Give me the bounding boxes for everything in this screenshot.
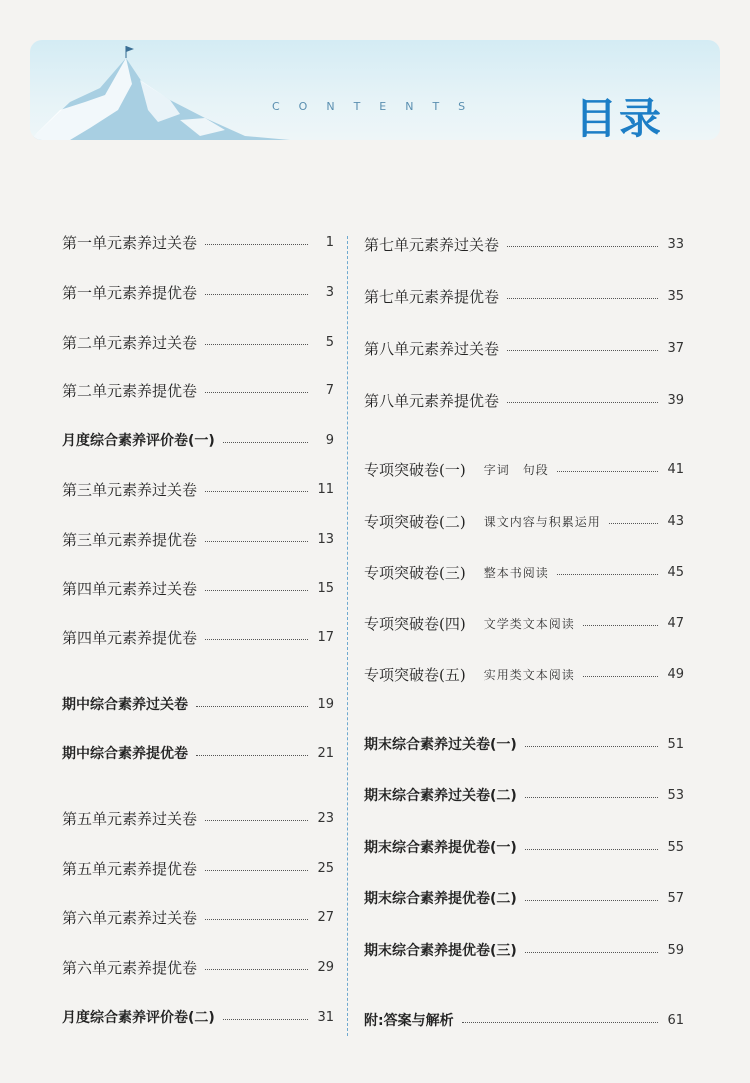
toc-entry-subtitle: 实用类文本阅读 xyxy=(483,667,575,682)
toc-entry-page-number: 15 xyxy=(317,580,334,596)
toc-entry xyxy=(62,378,334,402)
dot-leader xyxy=(507,349,658,351)
toc-entry-label: 第五单元素养过关卷 xyxy=(62,809,198,828)
toc-entry-page-number: 55 xyxy=(667,839,684,855)
mountain-illustration xyxy=(30,40,290,140)
toc-entry-page-number: 35 xyxy=(667,288,684,304)
dot-leader xyxy=(205,968,308,970)
toc-entry xyxy=(62,527,334,551)
toc-entry xyxy=(62,576,334,600)
toc-entry-page-number: 23 xyxy=(317,810,334,826)
toc-entry xyxy=(62,230,334,254)
toc-entry-label: 第二单元素养过关卷 xyxy=(62,333,198,352)
toc-entry-label: 第七单元素养提优卷 xyxy=(364,287,500,306)
toc-entry-page-number: 27 xyxy=(317,909,334,925)
toc-entry-label: 附:答案与解析 xyxy=(364,1013,454,1029)
toc-entry-page-number: 31 xyxy=(317,1009,334,1025)
toc-entry xyxy=(364,388,684,412)
toc-entry-page-number: 33 xyxy=(667,236,684,252)
dot-leader xyxy=(525,796,658,798)
toc-entry-subtitle: 课文内容与积累运用 xyxy=(483,514,601,529)
toc-entry-label: 第三单元素养提优卷 xyxy=(62,530,198,549)
toc-entry-label: 期末综合素养过关卷(二) xyxy=(364,788,517,804)
toc-entry-label: 期末综合素养提优卷(一) xyxy=(364,840,517,856)
toc-entry-page-number: 1 xyxy=(325,234,334,250)
toc-entry-page-number: 29 xyxy=(317,959,334,975)
toc-entry-page-number: 3 xyxy=(325,284,334,300)
toc-entry-page-number: 5 xyxy=(325,334,334,350)
toc-entry-label: 第七单元素养过关卷 xyxy=(364,235,500,254)
dot-leader xyxy=(557,573,658,575)
dot-leader xyxy=(205,243,308,245)
dot-leader xyxy=(609,522,658,524)
contents-word: CONTENTS xyxy=(272,100,485,113)
dot-leader xyxy=(205,638,308,640)
toc-entry xyxy=(62,1005,334,1029)
toc-entry-label: 第二单元素养提优卷 xyxy=(62,381,198,400)
toc-entry-page-number: 57 xyxy=(667,890,684,906)
toc-entry-page-number: 39 xyxy=(667,392,684,408)
toc-entry-label: 第八单元素养提优卷 xyxy=(364,391,500,410)
dot-leader xyxy=(205,589,308,591)
toc-entry-subtitle: 字词 句段 xyxy=(483,462,549,477)
dot-leader xyxy=(525,951,658,953)
column-divider xyxy=(347,236,348,1036)
toc-entry-page-number: 17 xyxy=(317,629,334,645)
dot-leader xyxy=(507,401,658,403)
dot-leader xyxy=(205,343,308,345)
toc-entry-label: 期末综合素养提优卷(二) xyxy=(364,891,517,907)
dot-leader xyxy=(525,848,658,850)
toc-entry xyxy=(364,886,684,910)
toc-entry-page-number: 41 xyxy=(667,461,684,477)
dot-leader xyxy=(205,293,308,295)
toc-entry-page-number: 49 xyxy=(667,666,684,682)
toc-entry-label: 第六单元素养过关卷 xyxy=(62,908,198,927)
toc-entry-subtitle: 文学类文本阅读 xyxy=(483,616,575,631)
toc-entry-page-number: 7 xyxy=(325,382,334,398)
toc-entry-label: 期末综合素养提优卷(三) xyxy=(364,943,517,959)
dot-leader xyxy=(205,869,308,871)
dot-leader xyxy=(557,470,658,472)
dot-leader xyxy=(196,754,308,756)
toc-entry-page-number: 59 xyxy=(667,942,684,958)
toc-entry-label: 期中综合素养提优卷 xyxy=(62,746,188,762)
toc-entry-label: 专项突破卷(二) xyxy=(364,512,466,531)
dot-leader xyxy=(205,918,308,920)
dot-leader xyxy=(525,899,658,901)
toc-entry-page-number: 21 xyxy=(317,745,334,761)
toc-entry xyxy=(62,330,334,354)
toc-entry-page-number: 13 xyxy=(317,531,334,547)
page-title: 目录 xyxy=(575,94,664,143)
toc-entry-label: 第六单元素养提优卷 xyxy=(62,958,198,977)
toc-entry-label: 期末综合素养过关卷(一) xyxy=(364,737,517,753)
toc-entry xyxy=(62,905,334,929)
toc-entry-label: 专项突破卷(三) xyxy=(364,563,466,582)
dot-leader xyxy=(507,297,658,299)
toc-entry xyxy=(62,806,334,830)
dot-leader xyxy=(205,490,308,492)
dot-leader xyxy=(223,1018,308,1020)
toc-entry-label: 月度综合素养评价卷(一) xyxy=(62,433,215,449)
toc-entry-label: 第一单元素养过关卷 xyxy=(62,233,198,252)
toc-entry-label: 月度综合素养评价卷(二) xyxy=(62,1010,215,1026)
toc-entry-page-number: 37 xyxy=(667,340,684,356)
toc-entry xyxy=(364,732,684,756)
toc-entry-label: 第四单元素养提优卷 xyxy=(62,628,198,647)
toc-entry xyxy=(364,509,684,533)
toc-entry-page-number: 11 xyxy=(317,481,334,497)
toc-entry xyxy=(62,856,334,880)
toc-entry-page-number: 25 xyxy=(317,860,334,876)
toc-entry xyxy=(364,611,684,635)
toc-entry xyxy=(364,662,684,686)
dot-leader xyxy=(223,441,308,443)
toc-entry-label: 第五单元素养提优卷 xyxy=(62,859,198,878)
toc-entry-page-number: 53 xyxy=(667,787,684,803)
toc-entry-page-number: 45 xyxy=(667,564,684,580)
toc-entry-page-number: 47 xyxy=(667,615,684,631)
toc-entry-label: 第四单元素养过关卷 xyxy=(62,579,198,598)
toc-entry xyxy=(364,938,684,962)
toc-entry xyxy=(364,457,684,481)
toc-entry-label: 第八单元素养过关卷 xyxy=(364,339,500,358)
toc-entry xyxy=(364,1008,684,1032)
dot-leader xyxy=(525,745,658,747)
toc-entry-label: 专项突破卷(四) xyxy=(364,614,466,633)
dot-leader xyxy=(462,1021,658,1023)
toc-entry-label: 期中综合素养过关卷 xyxy=(62,697,188,713)
toc-entry xyxy=(364,284,684,308)
toc-entry xyxy=(62,428,334,452)
toc-entry xyxy=(62,477,334,501)
toc-entry xyxy=(62,692,334,716)
dot-leader xyxy=(205,540,308,542)
toc-entry-label: 专项突破卷(一) xyxy=(364,460,466,479)
toc-entry-label: 专项突破卷(五) xyxy=(364,665,466,684)
dot-leader xyxy=(205,819,308,821)
toc-entry-label: 第三单元素养过关卷 xyxy=(62,480,198,499)
toc-entry xyxy=(364,835,684,859)
toc-entry-page-number: 9 xyxy=(325,432,334,448)
toc-entry-subtitle: 整本书阅读 xyxy=(483,565,549,580)
toc-entry-page-number: 61 xyxy=(667,1012,684,1028)
toc-entry xyxy=(364,783,684,807)
toc-entry-page-number: 43 xyxy=(667,513,684,529)
toc-entry xyxy=(62,955,334,979)
toc-entry xyxy=(364,560,684,584)
dot-leader xyxy=(196,705,308,707)
dot-leader xyxy=(507,245,658,247)
toc-entry xyxy=(364,336,684,360)
toc-entry-page-number: 51 xyxy=(667,736,684,752)
dot-leader xyxy=(583,624,658,626)
toc-entry xyxy=(62,741,334,765)
dot-leader xyxy=(205,391,308,393)
toc-entry xyxy=(364,232,684,256)
toc-entry xyxy=(62,625,334,649)
toc-entry-page-number: 19 xyxy=(317,696,334,712)
toc-entry xyxy=(62,280,334,304)
dot-leader xyxy=(583,675,658,677)
toc-entry-label: 第一单元素养提优卷 xyxy=(62,283,198,302)
